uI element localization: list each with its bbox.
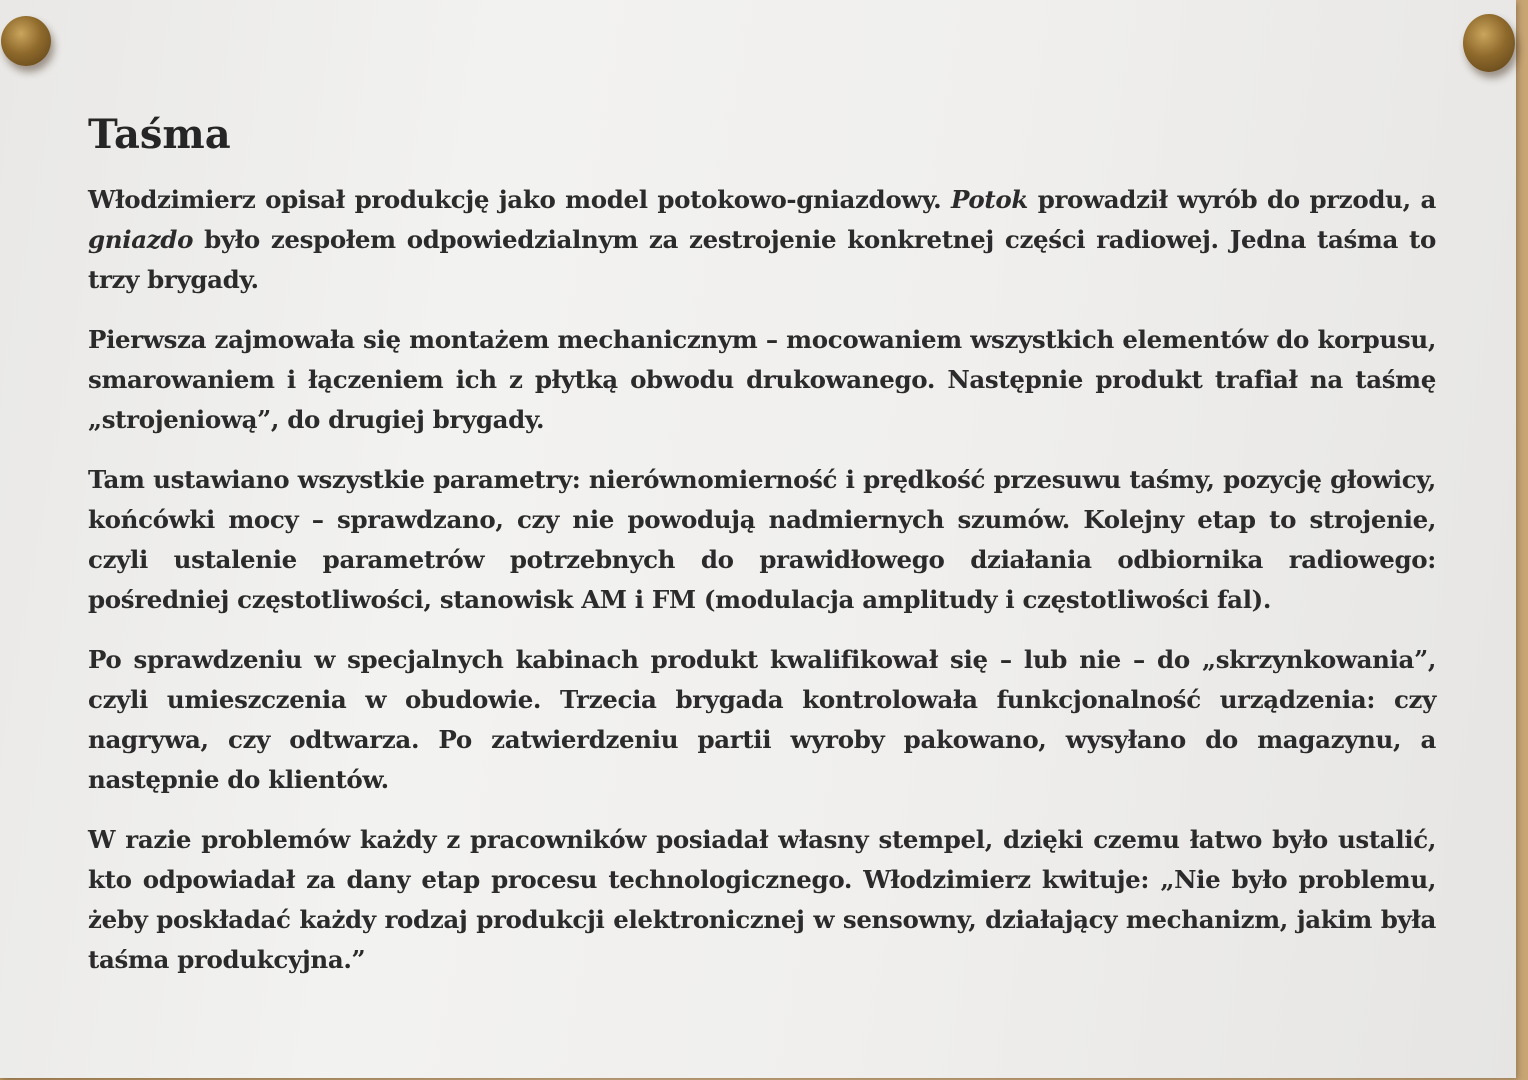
paragraph-1-part-b: prowadził wyrób do przodu, a — [1028, 185, 1436, 214]
paragraph-5: W razie problemów każdy z pracowników posiadał własny stempel, dzięki czemu łatwo było ustalić, kto odpowiadał za dany etap procesu technologicznego. Włodzimierz kwituje: „Nie było problemu, żeby poskładać każdy rodzaj produkcji elektronicznej w sensowny, działający mechanizm, jakim była taśma produkcyjna.” — [88, 825, 1436, 974]
paragraph-1-part-c: było zespołem odpowiedzialnym za zestrojenie konkretnej części radiowej. Jedna taśma to trzy brygady. — [88, 225, 1436, 294]
emphasis-potok: Potok — [951, 185, 1028, 214]
paragraph-3: Tam ustawiano wszystkie parametry: nierównomierność i prędkość przesuwu taśmy, pozycję głowicy, końcówki mocy – sprawdzano, czy nie powodują nadmiernych szumów. Kolejny etap to strojenie, czyli ustalenie parametrów potrzebnych do prawidłowego działania odbiornika radiowego: pośredniej częstotliwości, stanowisk AM i FM (modulacja amplitudy i częstotliwości fal). — [88, 465, 1436, 614]
paragraph-1 — [88, 180, 1436, 300]
page-title: Taśma — [88, 111, 231, 158]
paragraph-1-part-a: Włodzimierz opisał produkcję jako model potokowo-gniazdowy. — [88, 185, 951, 214]
document-content — [88, 108, 1436, 1000]
paragraph-2: Pierwsza zajmowała się montażem mechanicznym – mocowaniem wszystkich elementów do korpusu, smarowaniem i łączeniem ich z płytką obwodu drukowanego. Następnie produkt trafiał na taśmę „strojeniową”, do drugiej brygady. — [88, 325, 1436, 434]
pushpin-left-icon — [1, 16, 51, 66]
paragraph-4: Po sprawdzeniu w specjalnych kabinach produkt kwalifikował się – lub nie – do „skrzynkowania”, czyli umieszczenia w obudowie. Trzecia brygada kontrolowała funkcjonalność urządzenia: czy nagrywa, czy odtwarza. Po zatwierdzeniu partii wyroby pakowano, wysyłano do magazynu, a następnie do klientów. — [88, 645, 1436, 794]
emphasis-gniazdo: gniazdo — [88, 225, 194, 254]
pushpin-right-icon — [1463, 14, 1515, 72]
